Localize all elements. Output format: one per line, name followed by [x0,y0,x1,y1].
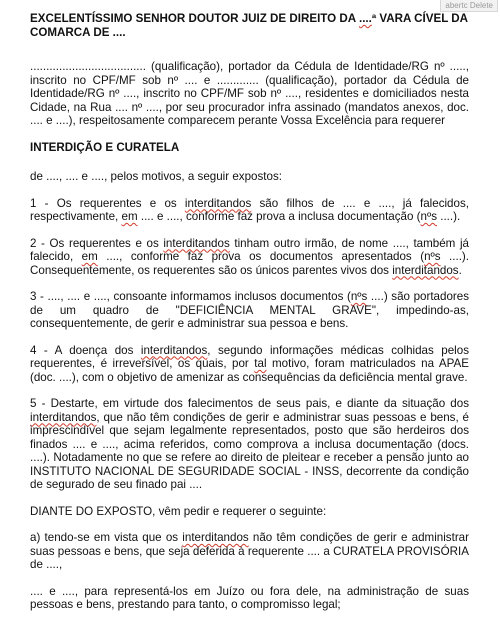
pa-text-c: não têm condições de gerir e administrar suas pessoas e bens, que seja deferida à requerente .... a CURATELA PROVISÓRIA de ...., [30,531,469,571]
heading-part1: EXCELENTÍSSIMO SENHOR DOUTOR JUIZ DE DIREITO DA [30,12,359,25]
heading-blank: .... [358,12,372,25]
paragraph-motivos: de ...., .... e ...., pelos motivos, a seguir expostos: [30,170,282,183]
p2-spell-em: em [81,250,98,263]
p2-spell-interditandos-2: interditandos [392,263,459,277]
paragraph-a [30,531,469,572]
court-heading [30,12,469,39]
document-body [30,12,469,625]
p2-text-a: 2 - Os requerentes e os [30,236,164,250]
pa-text-a: a) tendo-se em vista que os [30,531,183,544]
p2-text-c: tinham outro irmão, de nome ...., também já falecido, [30,236,469,263]
paragraph-5 [30,397,469,492]
p3-text-a: 3 - ...., .... e ...., consoante informamos inclusos documentos ( [30,290,351,303]
p1-text-e: .... e ...., conforme faz prova a inclusa documentação ( [137,210,421,223]
paragraph-2 [30,237,469,278]
p5-spell-interditandos: interditandos [30,410,97,424]
intro-paragraph: .................................... (qualificação), portador da Cédula de Identidade/RG nº ....., inscrito no CPF/MF sob nº .... e ............. (qualificação), portador da Cédula de Identidade/RG nº ...., inscrito no CPF/MF sob nº ...., residentes e domiciliados nesta Cidade, na Rua .... nº ...., por seu procurador infra assinado (mandatos anexos, doc. .... e ....), respeitosamente comparecem perante Vossa Excelência para requerer [30,60,469,127]
p2-text-g: ....). Consequentemente, os requerentes são os únicos parentes vivos dos [30,250,470,277]
paragraph-3 [30,290,469,331]
p4-spell-tal: tal [254,357,267,370]
p2-text-e: ...., conforme faz prova os documentos apresentados ( [97,250,425,263]
p5-text-a: 5 - Destarte, em virtude dos falecimentos de seus pais, e diante da situação dos [30,397,469,410]
pa-spell-interditandos: interditandos [182,531,249,544]
heading-part3: ª VARA CÍVEL DA COMARCA DE .... [30,12,468,39]
p4-text-c: , segundo informações médicas colhidas pelos requerentes, é irreversível, os quais, por [30,343,469,370]
p2-spell-ns: nºs [424,250,441,263]
paragraph-last: .... e ...., para representá-los em Juízo ou fora dele, na administração de suas pessoas e bens, prestando para tanto, o compromisso legal; [30,584,469,611]
p1-spell-ns: nºs [420,210,438,223]
edit-tag[interactable]: abertc Delete [440,0,498,12]
section-title: INTERDIÇÃO E CURATELA [30,140,180,154]
paragraph-1 [30,197,469,224]
p2-text-i: . [458,263,462,277]
p1-spell-interditandos: interditandos [184,196,252,210]
p2-spell-interditandos: interditandos [163,236,230,250]
p1-spell-em: em [121,210,138,223]
p1-text-g: ....). [437,210,461,223]
p4-text-a: 4 - A doença dos [30,343,141,357]
p1-text-a: 1 - Os requerentes e os [30,196,185,210]
p3-spell-ns: nºs [350,290,368,303]
p5-text-c: , que não têm condições de gerir e administrar suas pessoas e bens, é imprescindível que sejam legalmente representados, posto que são herdeiros dos finados .... e ...., acima referidos, como comprova a inclusa documentação (docs. ....). Notadamente no que se refere ao direito de pleitear e receber a pensão junto ao INSTITUTO NACIONAL DE SEGURIDADE SOCIAL - INSS, decorrente da condição de segurado de seu finado pai .... [30,410,469,491]
paragraph-diante: DIANTE DO EXPOSTO, vêm pedir e requerer o seguinte: [30,504,327,518]
p4-text-e: motivo, foram matriculados na APAE (doc. ....), com o objetivo de amenizar as consequências da deficiência mental grave. [30,357,469,384]
p3-text-c: ....) são portadores de um quadro de "DEFICIÊNCIA MENTAL GRAVE", impedindo-as, consequentemente, de gerir e administrar sua pessoa e bens. [30,290,469,330]
p1-text-c: são filhos de .... e ...., já falecidos, respectivamente, [30,196,469,223]
p4-spell-interditandos: interditandos [140,343,208,357]
paragraph-4 [30,344,469,385]
